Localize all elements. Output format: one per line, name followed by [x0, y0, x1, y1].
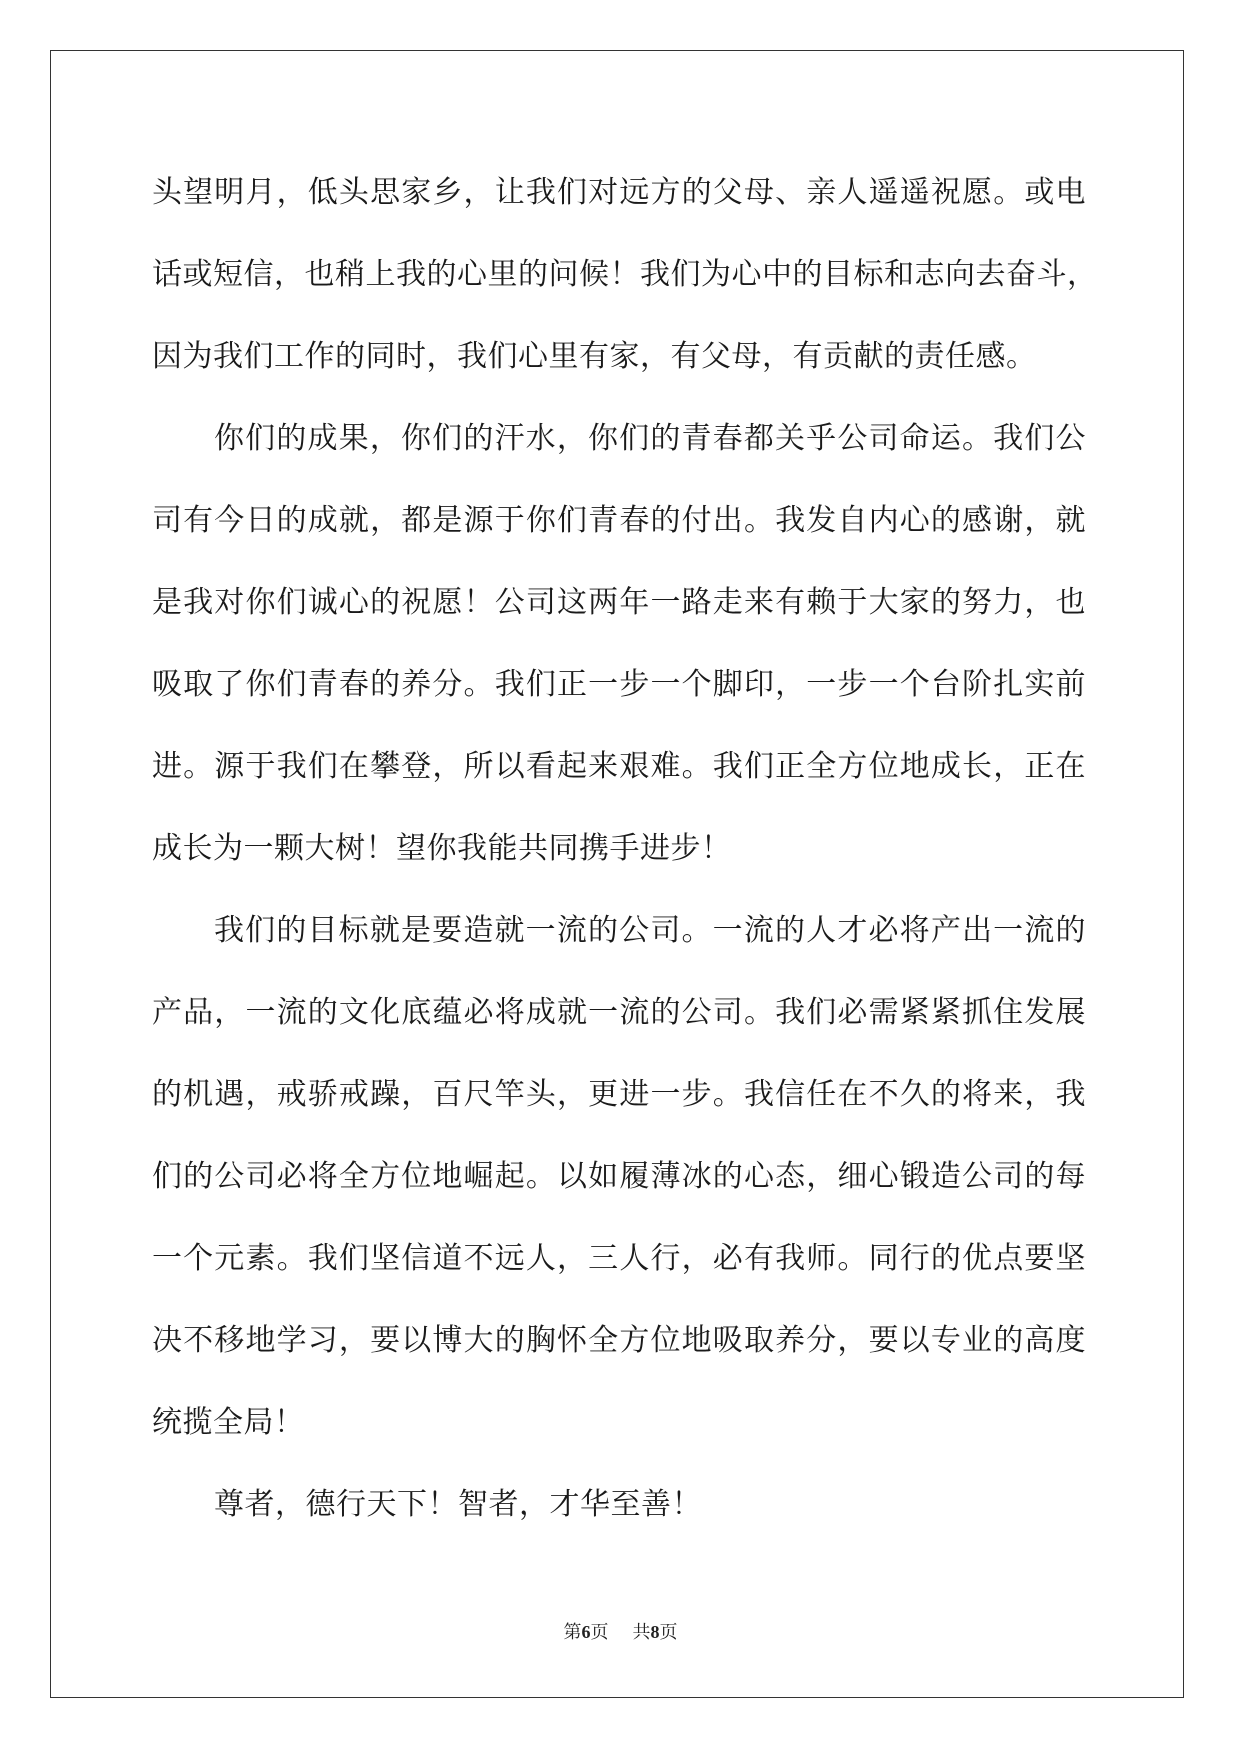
text-line: 成长为一颗大树！望你我能共同携手进步！: [152, 831, 732, 866]
text-line: 吸取了你们青春的养分。我们正一步一个脚印，一步一个台阶扎实前: [152, 667, 1086, 702]
text-line: 司有今日的成就，都是源于你们青春的付出。我发自内心的感谢，就: [152, 503, 1086, 538]
text-line: 因为我们工作的同时，我们心里有家，有父母，有贡献的责任感。: [152, 339, 1037, 374]
page-number: 6: [581, 1622, 591, 1642]
total-pages: 8: [650, 1622, 660, 1642]
text-line: 头望明月，低头思家乡，让我们对远方的父母、亲人遥遥祝愿。或电: [152, 175, 1086, 210]
text-line: 们的公司必将全方位地崛起。以如履薄冰的心态，细心锻造公司的每: [152, 1159, 1086, 1194]
text-line: 话或短信，也稍上我的心里的问候！我们为心中的目标和志向去奋斗，: [152, 257, 1098, 292]
total-prefix: 共: [632, 1622, 651, 1643]
page-prefix: 第: [563, 1622, 582, 1643]
page-footer: [0, 1618, 1241, 1644]
text-line: 尊者，德行天下！智者，才华至善！: [214, 1487, 702, 1522]
text-line: 我们的目标就是要造就一流的公司。一流的人才必将产出一流的: [214, 913, 1086, 948]
text-line: 一个元素。我们坚信道不远人，三人行，必有我师。同行的优点要坚: [152, 1241, 1086, 1276]
text-line: 统揽全局！: [152, 1405, 305, 1440]
page-suffix: 页: [590, 1622, 609, 1643]
document-body: [152, 152, 1098, 1546]
text-line: 进。源于我们在攀登，所以看起来艰难。我们正全方位地成长，正在: [152, 749, 1086, 784]
text-line: 的机遇，戒骄戒躁，百尺竿头，更进一步。我信任在不久的将来，我: [152, 1077, 1086, 1112]
text-line: 产品，一流的文化底蕴必将成就一流的公司。我们必需紧紧抓住发展: [152, 995, 1086, 1030]
total-suffix: 页: [659, 1622, 678, 1643]
text-line: 决不移地学习，要以博大的胸怀全方位地吸取养分，要以专业的高度: [152, 1323, 1086, 1358]
text-line: 你们的成果，你们的汗水，你们的青春都关乎公司命运。我们公: [214, 421, 1086, 456]
text-line: 是我对你们诚心的祝愿！公司这两年一路走来有赖于大家的努力，也: [152, 585, 1086, 620]
